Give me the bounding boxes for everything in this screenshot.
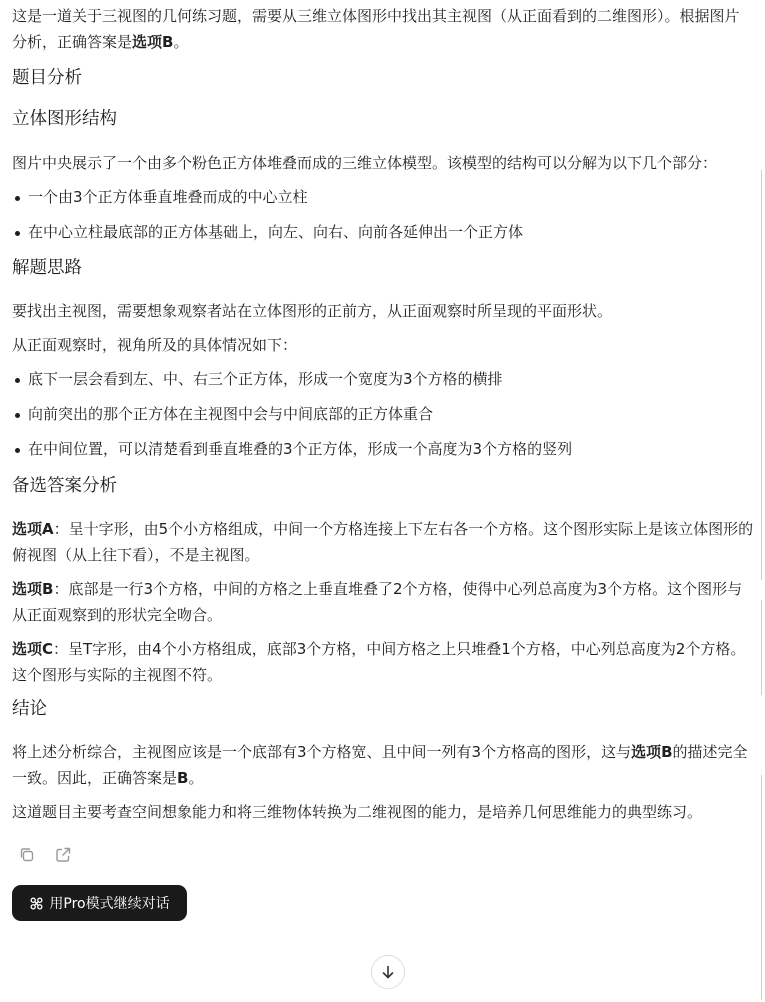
scrollbar-segment[interactable]	[761, 170, 762, 580]
heading-structure: 立体图形结构	[12, 109, 117, 129]
pro-icon	[29, 896, 44, 911]
option-a-paragraph: 选项A：呈十字形，由5个小方格组成，中间一个方格连接上下左右各一个方格。这个图形实际上是该立体图形的俯视图（从上往下看），不是主视图。	[12, 520, 754, 564]
share-icon[interactable]	[54, 846, 72, 864]
chat-answer	[12, 0, 754, 825]
scroll-down-button[interactable]	[371, 955, 405, 989]
arrow-down-icon	[380, 964, 396, 980]
list-item: 在中间位置，可以清楚看到垂直堆叠的3个正方体，形成一个高度为3个方格的竖列	[12, 436, 754, 462]
heading-options: 备选答案分析	[12, 476, 117, 496]
heading-conclusion: 结论	[12, 699, 47, 719]
heading-analysis: 题目分析	[12, 68, 82, 88]
pro-mode-button[interactable]	[12, 885, 187, 921]
option-c-paragraph: 选项C：呈T字形，由4个小方格组成，底部3个方格，中间方格之上只堆叠1个方格，中心列总高度为2个方格。这个图形与实际的主视图不符。	[12, 640, 746, 684]
thinking-paragraph-1: 要找出主视图，需要想象观察者站在立体图形的正前方，从正面观察时所呈现的平面形状。	[12, 302, 613, 320]
pro-button-label: 用Pro模式继续对话	[49, 896, 170, 912]
list-item: 在中心立柱最底部的正方体基础上，向左、向右、向前各延伸出一个正方体	[12, 219, 754, 245]
thinking-list	[12, 366, 754, 462]
copy-icon[interactable]	[18, 846, 36, 864]
option-b-paragraph: 选项B：底部是一行3个方格，中间的方格之上垂直堆叠了2个方格，使得中心列总高度为3个方格。这个图形与从正面观察到的形状完全吻合。	[12, 580, 743, 624]
structure-paragraph: 图片中央展示了一个由多个粉色正方体堆叠而成的三维立体模型。该模型的结构可以分解为以下几个部分：	[12, 154, 718, 172]
list-item: 一个由3个正方体垂直堆叠而成的中心立柱	[12, 184, 754, 210]
conclusion-paragraph-1: 将上述分析综合，主视图应该是一个底部有3个方格宽、且中间一列有3个方格高的图形，这与选项B的描述完全一致。因此，正确答案是B。	[12, 743, 748, 787]
list-item: 向前突出的那个正方体在主视图中会与中间底部的正方体重合	[12, 401, 754, 427]
intro-paragraph: 这是一道关于三视图的几何练习题，需要从三维立体图形中找出其主视图（从正面看到的二维图形）。根据图片分析，正确答案是选项B。	[12, 7, 740, 51]
message-actions	[18, 846, 72, 864]
thinking-paragraph-2: 从正面观察时，视角所及的具体情况如下：	[12, 336, 298, 354]
list-item: 底下一层会看到左、中、右三个正方体，形成一个宽度为3个方格的横排	[12, 366, 754, 392]
structure-list	[12, 184, 754, 245]
conclusion-paragraph-2: 这道题目主要考查空间想象能力和将三维物体转换为二维视图的能力，是培养几何思维能力的典型练习。	[12, 803, 703, 821]
intro-answer: 选项B	[132, 33, 174, 51]
scrollbar-segment[interactable]	[761, 775, 762, 1000]
heading-thinking: 解题思路	[12, 258, 82, 278]
scrollbar-segment[interactable]	[761, 600, 762, 695]
